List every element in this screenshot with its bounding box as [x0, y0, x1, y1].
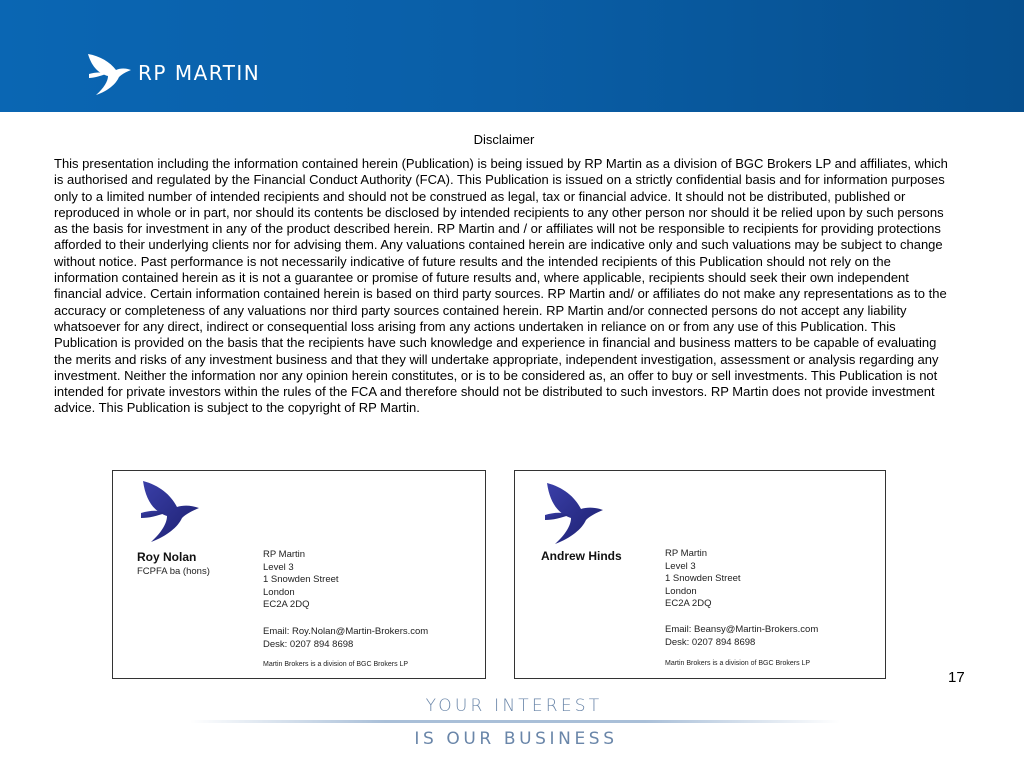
card-note: Martin Brokers is a division of BGC Brokers LP [665, 660, 811, 667]
swallow-bird-icon [86, 48, 132, 96]
address-line: London [263, 586, 295, 598]
address-line: EC2A 2DQ [665, 598, 712, 610]
disclaimer-title: Disclaimer [473, 132, 535, 147]
tagline-line-1: YOUR INTEREST [425, 696, 603, 716]
address-line: Level 3 [665, 560, 696, 572]
address-line: EC2A 2DQ [263, 599, 310, 611]
address-line: RP Martin [263, 549, 306, 560]
business-card [112, 470, 486, 679]
address-line: Level 3 [263, 561, 294, 573]
card-contact [263, 626, 428, 651]
card-name: Andrew Hinds [541, 549, 622, 563]
address-line: 1 Snowden Street [263, 574, 339, 586]
card-email: Email: Roy.Nolan@Martin-Brokers.com [263, 626, 429, 637]
page-number: 17 [948, 669, 965, 686]
disclaimer-body: This presentation including the information contained herein (Publication) is being issued by RP Martin as a division of BGC Brokers LP and affiliates, which is authorised and regulated by the Financial Conduct Authority (FCA). This Publication is issued on a strictly confidential basis and for information purposes only to a limited number of intended recipients and should not be construed as legal, tax or financial advice. It should not be distributed, published or reproduced in whole or in part, nor should its contents be disclosed by intended recipients to any other person nor should it be relied upon by such persons as the basis for investment in any of the product described herein. RP Martin and / or affiliates will not be responsible to recipients for providing protections afforded to their underlying clients nor for advising them. Any valuations contained herein are indicative only and such valuations may be subject to change without notice. Past performance is not necessarily indicative of future results and the intended recipients of this Publication should not rely on the information contained herein as it is not a guarantee or promise of future results and, where applicable, recipients should seek their own independent financial advice. Certain information contained herein is based on third party sources. RP Martin and/ or affiliates do not make any representations as to the accuracy or completeness of any valuations nor third party sources contained herein. RP Martin and/or connected persons do not accept any liability whatsoever for any direct, indirect or consequential loss arising from any actions undertaken in reliance on or from any use of this Publication. This Publication is provided on the basis that the recipients have such knowledge and experience in financial and business matters to be capable of evaluating the merits and risks of any investment business and that they will undertake appropriate, independent investigation, assessment or analysis regarding any investment. Neither the information nor any opinion herein constitutes, or is to be considered as, an offer to buy or sell investments. This Publication is not intended for private investors within the rules of the FCA and therefore should not be distributed to such investors. RP Martin does not provide investment advice. This Publication is subject to the copyright of RP Martin. [54, 156, 948, 416]
brand-name: RP MARTIN [138, 61, 261, 85]
address-line: 1 Snowden Street [665, 573, 741, 585]
card-desk-phone: Desk: 0207 894 8698 [263, 638, 354, 650]
card-qualification: FCPFA ba (hons) [137, 566, 210, 577]
card-name: Roy Nolan [137, 550, 197, 564]
swallow-bird-icon [541, 479, 605, 545]
header-bar [0, 0, 1024, 112]
card-address [665, 548, 741, 611]
swallow-bird-icon [137, 477, 201, 543]
card-note: Martin Brokers is a division of BGC Brokers LP [263, 661, 409, 668]
card-desk-phone: Desk: 0207 894 8698 [665, 636, 756, 648]
business-card [514, 470, 886, 679]
tagline-divider [190, 720, 840, 723]
card-email: Email: Beansy@Martin-Brokers.com [665, 624, 819, 635]
card-address [263, 549, 339, 612]
brand-logo [86, 48, 266, 98]
card-contact [665, 624, 818, 649]
address-line: London [665, 585, 697, 597]
tagline-line-2: IS OUR BUSINESS [414, 729, 618, 749]
address-line: RP Martin [665, 548, 708, 559]
